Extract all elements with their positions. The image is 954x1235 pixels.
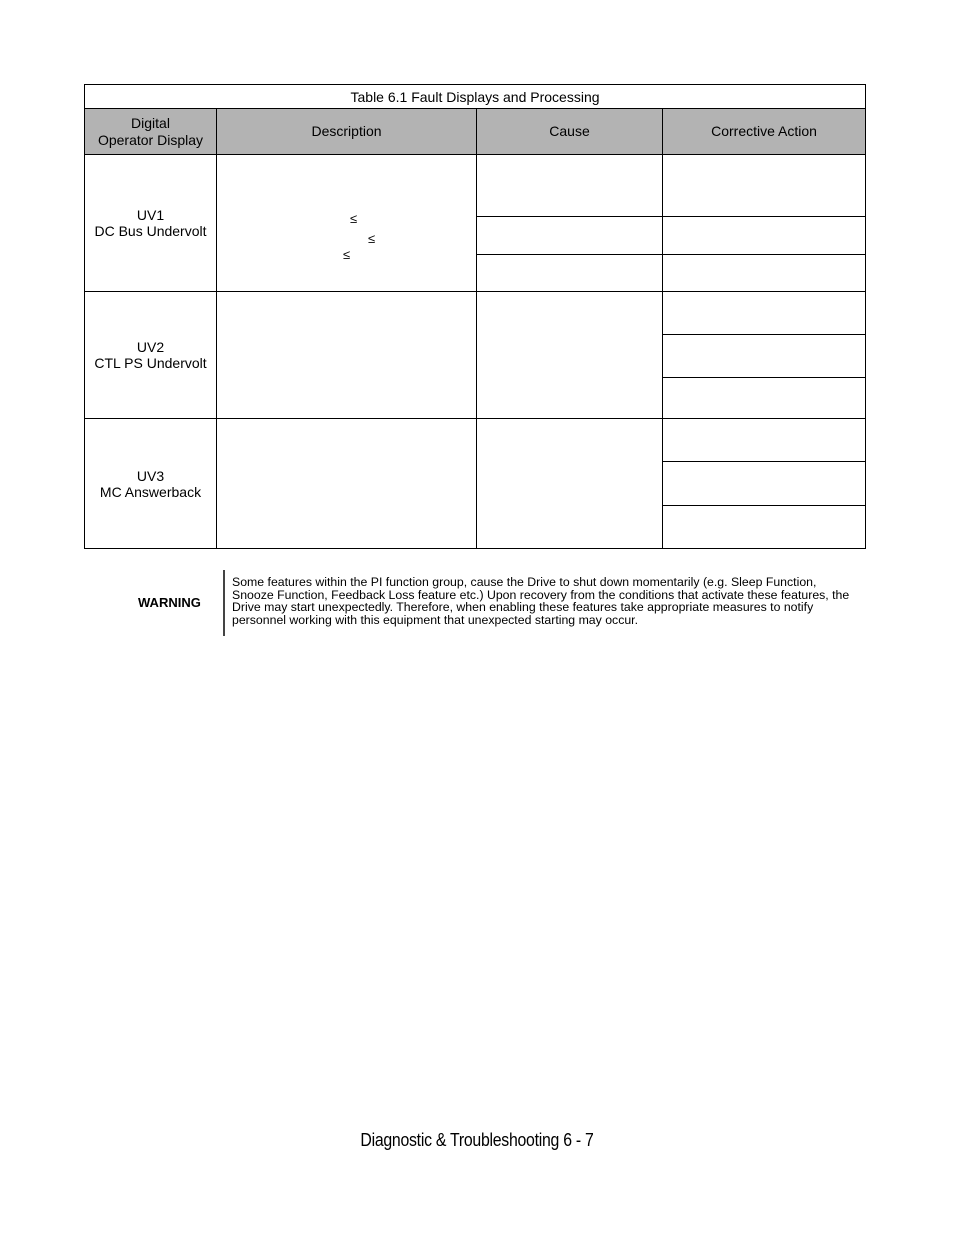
fault-display-cell [85, 155, 217, 292]
fault-code: UV2 [136, 339, 165, 355]
action-cell [663, 335, 866, 378]
cause-cell [477, 155, 663, 217]
fault-description-cell [217, 155, 477, 292]
fault-name: CTL PS Undervolt [94, 355, 207, 371]
less-equal-symbol: ≤ [350, 211, 358, 226]
fault-code: UV1 [136, 207, 165, 223]
warning-block [84, 568, 865, 636]
action-cell [663, 255, 866, 292]
action-cell [663, 217, 866, 255]
action-cell [663, 292, 866, 335]
table-caption: Table 6.1 Fault Displays and Processing [85, 85, 866, 109]
action-cell [663, 462, 866, 506]
fault-code: UV3 [136, 467, 165, 484]
fault-display-cell [85, 419, 217, 549]
less-equal-symbol: ≤ [343, 247, 351, 262]
cause-cell [477, 292, 663, 419]
fault-display-cell [85, 292, 217, 419]
cause-cell [477, 419, 663, 549]
cause-cell [477, 217, 663, 255]
action-cell [663, 155, 866, 217]
action-cell [663, 506, 866, 549]
cause-cell [477, 255, 663, 292]
warning-text: Some features within the PI function group, cause the Drive to shut down momentarily (e.g. Sleep Function, Snooze Function, Feedback Loss feature etc.) Upon recovery from the conditions that activate these features, the Drive may start unexpectedly. Therefore, when enabling these features take appropriate measures to notify personnel working with this equipment that unexpected starting may occur. [232, 575, 850, 627]
action-cell [663, 378, 866, 419]
header-description: Description [217, 109, 477, 155]
less-equal-symbol: ≤ [368, 231, 376, 246]
warning-divider [223, 570, 225, 636]
table-row [85, 292, 866, 335]
table-row [85, 155, 866, 217]
warning-label: WARNING [138, 595, 201, 610]
fault-description-cell [217, 292, 477, 419]
header-display: Digital Operator Display [85, 109, 217, 155]
action-cell [663, 419, 866, 462]
fault-displays-table [84, 84, 866, 549]
table-row [85, 419, 866, 462]
fault-name: MC Answerback [99, 483, 202, 500]
header-action: Corrective Action [663, 109, 866, 155]
header-cause: Cause [477, 109, 663, 155]
page-footer: Diagnostic & Troubleshooting 6 - 7 [360, 1130, 594, 1150]
fault-name: DC Bus Undervolt [94, 223, 207, 239]
fault-description-cell [217, 419, 477, 549]
